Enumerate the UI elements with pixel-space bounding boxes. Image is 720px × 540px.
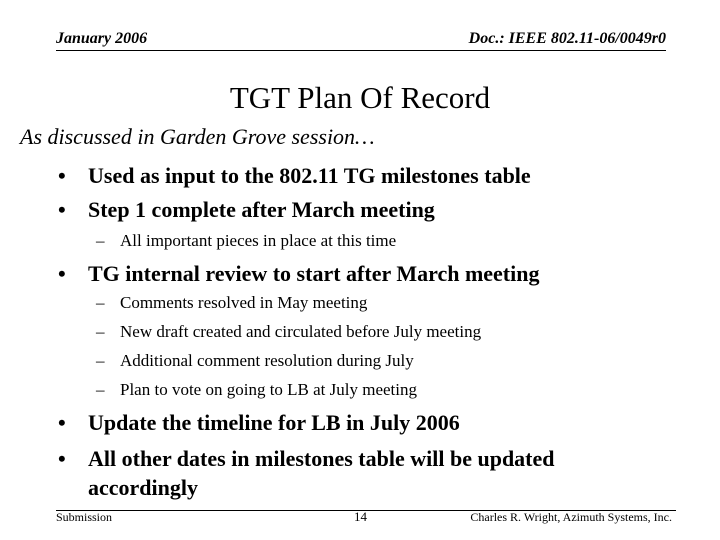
bullet-marker: • — [58, 261, 66, 286]
header-date: January 2006 — [56, 30, 148, 47]
sub-bullet-text: Additional comment resolution during July — [120, 351, 414, 370]
dash-marker: – — [96, 322, 105, 341]
bullet-marker: • — [58, 410, 66, 435]
sub-bullet-text: New draft created and circulated before July meeting — [120, 322, 482, 341]
bullet-marker: • — [58, 446, 66, 471]
dash-marker: – — [96, 380, 105, 399]
slide-subtitle: As discussed in Garden Grove session… — [20, 124, 375, 149]
bullet-text: TG internal review to start after March meeting — [88, 261, 540, 286]
dash-marker: – — [96, 293, 105, 312]
footer-submission: Submission — [56, 510, 113, 524]
sub-bullet-text: Plan to vote on going to LB at July meeting — [120, 380, 418, 399]
bullet-text: Used as input to the 802.11 TG milestones table — [88, 163, 531, 188]
header-doc-id: Doc.: IEEE 802.11-06/0049r0 — [468, 30, 666, 47]
header-divider — [56, 50, 666, 51]
bullet-text: Update the timeline for LB in July 2006 — [88, 410, 460, 435]
sub-bullet-text: All important pieces in place at this time — [120, 231, 397, 250]
page-number: 14 — [354, 509, 367, 524]
sub-bullet-text: Comments resolved in May meeting — [120, 293, 368, 312]
bullet-text-continued: accordingly — [88, 475, 198, 500]
slide-title: TGT Plan Of Record — [229, 80, 491, 115]
bullet-marker: • — [58, 197, 66, 222]
bullet-text: All other dates in milestones table will be updated — [88, 446, 555, 471]
bullet-text: Step 1 complete after March meeting — [88, 197, 435, 222]
footer-author: Charles R. Wright, Azimuth Systems, Inc. — [470, 510, 672, 524]
dash-marker: – — [96, 231, 105, 250]
dash-marker: – — [96, 351, 105, 370]
bullet-marker: • — [58, 163, 66, 188]
